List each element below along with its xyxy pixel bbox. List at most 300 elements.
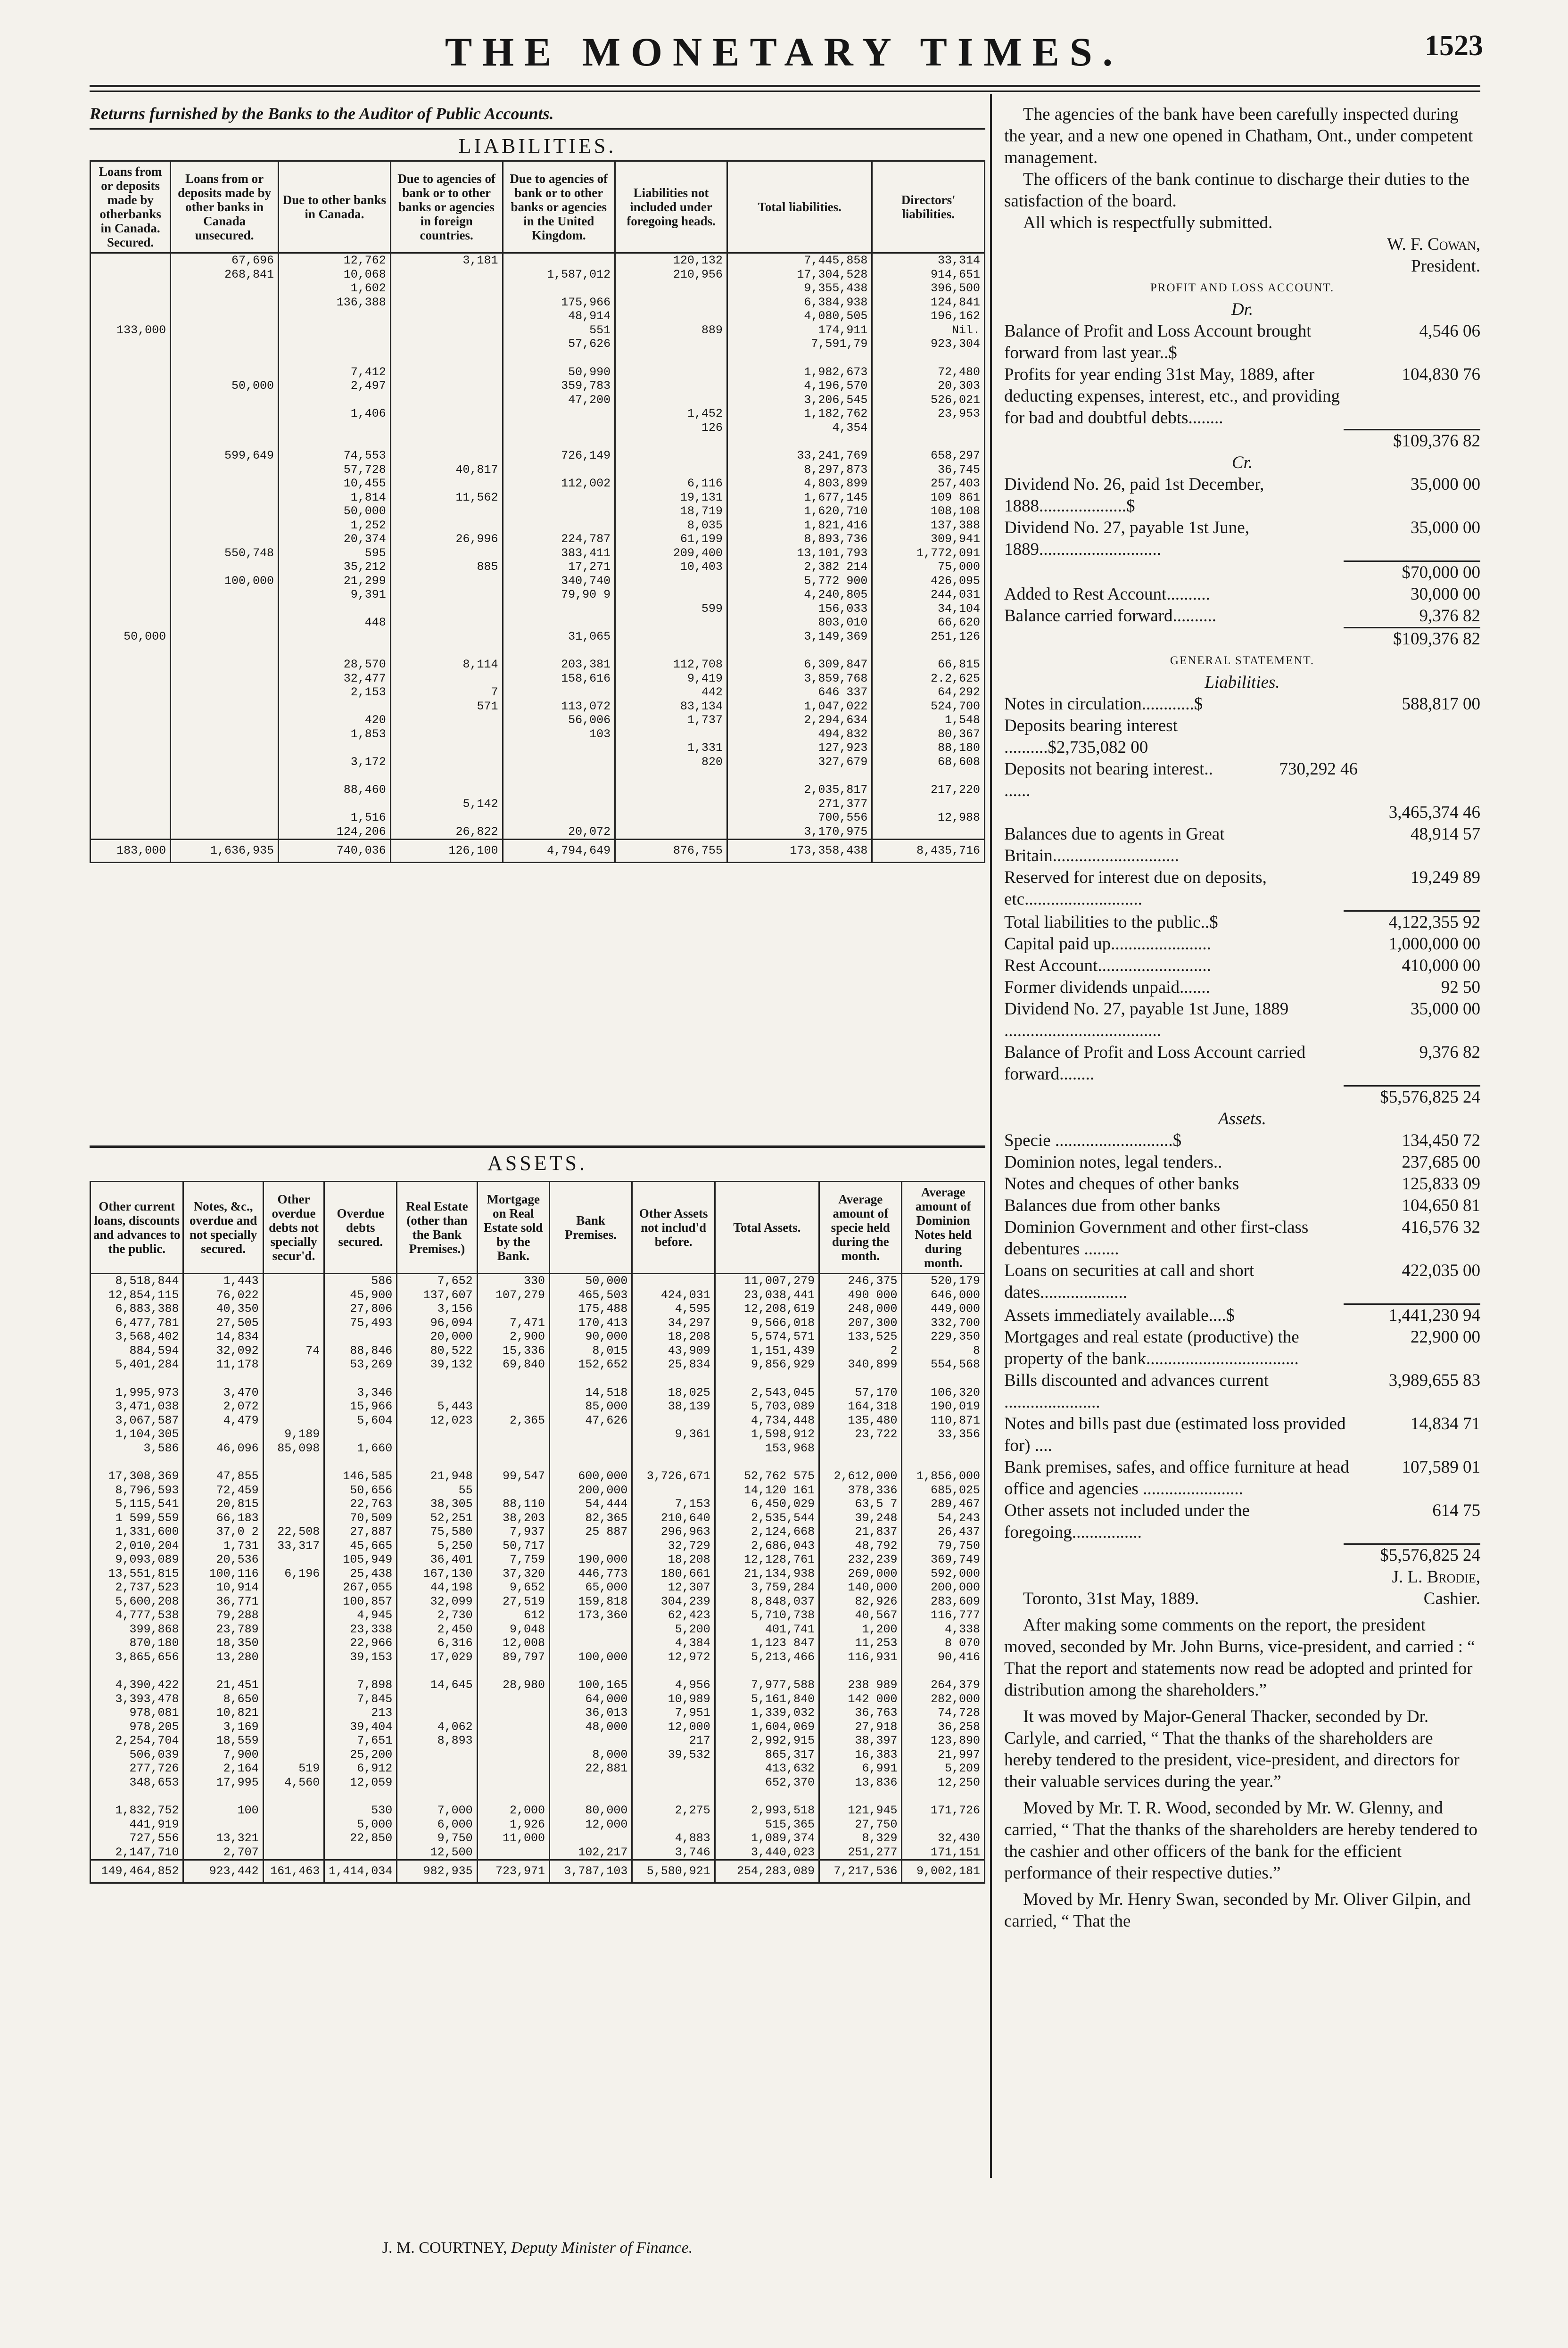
table-row <box>91 532 985 546</box>
table-cell <box>171 281 279 296</box>
pl-cr-sub-row <box>1004 562 1480 584</box>
table-cell: 9,419 <box>615 672 727 686</box>
table-cell <box>872 769 985 783</box>
table-cell <box>615 365 727 379</box>
table-cell: 2,737,523 <box>91 1581 183 1595</box>
total-cell: 982,935 <box>397 1860 477 1883</box>
table-cell: 530 <box>324 1804 397 1818</box>
table-cell: 21,134,938 <box>715 1567 819 1581</box>
table-cell <box>632 1274 715 1288</box>
table-cell: 74,553 <box>279 449 391 463</box>
table-cell <box>477 1734 549 1748</box>
column-header: Overdue debts secured. <box>324 1182 397 1274</box>
column-header: Total Assets. <box>715 1182 819 1274</box>
table-cell: 9,566,018 <box>715 1316 819 1330</box>
liability-amount <box>1358 758 1480 802</box>
table-cell <box>872 435 985 449</box>
table-cell <box>390 727 503 741</box>
table-cell: 9,189 <box>263 1427 324 1442</box>
table-row <box>91 588 985 602</box>
table-cell: 171,726 <box>902 1804 985 1818</box>
table-cell <box>91 296 171 310</box>
liability-mid-amount: 730,292 46 <box>1279 759 1358 779</box>
table-cell: 340,740 <box>503 574 615 588</box>
table-cell <box>263 1650 324 1664</box>
table-cell: 6,912 <box>324 1762 397 1776</box>
table-row <box>91 1734 985 1748</box>
table-cell: 4,595 <box>632 1302 715 1316</box>
liab-total: $5,576,825 24 <box>1380 1087 1480 1107</box>
table-cell <box>91 588 171 602</box>
liability-mid-amount <box>1216 693 1358 715</box>
table-cell <box>91 463 171 477</box>
table-cell <box>632 1442 715 1456</box>
table-cell: 10,068 <box>279 268 391 282</box>
table-cell: 50,656 <box>324 1483 397 1498</box>
table-cell: 124,841 <box>872 296 985 310</box>
table-cell <box>171 323 279 338</box>
table-cell <box>819 1789 902 1804</box>
total-cell: 4,794,649 <box>503 840 615 863</box>
table-cell: 17,304,528 <box>727 268 872 282</box>
table-cell <box>263 1372 324 1386</box>
table-cell: 196,162 <box>872 309 985 323</box>
table-cell: 3,206,545 <box>727 393 872 407</box>
table-cell: 38,305 <box>397 1497 477 1511</box>
table-cell: 885 <box>390 560 503 574</box>
table-cell <box>615 296 727 310</box>
asset-amount: 134,450 72 <box>1402 1131 1480 1150</box>
table-cell: 12,250 <box>902 1776 985 1790</box>
table-cell: 70,509 <box>324 1511 397 1525</box>
table-cell: 12,008 <box>477 1636 549 1650</box>
table-cell: 8,114 <box>390 658 503 672</box>
table-cell: 1,252 <box>279 519 391 533</box>
table-row <box>91 1664 985 1678</box>
table-cell <box>390 296 503 310</box>
table-cell: 39,248 <box>819 1511 902 1525</box>
table-cell <box>263 1692 324 1706</box>
total-cell: 1,636,935 <box>171 840 279 863</box>
table-row <box>91 1511 985 1525</box>
table-row <box>91 449 985 463</box>
table-cell <box>549 1789 632 1804</box>
table-cell <box>615 435 727 449</box>
total-row <box>91 840 985 863</box>
table-cell <box>91 1455 183 1469</box>
asset-label: Mortgages and real estate (productive) the property of the bank................................... <box>1004 1327 1299 1368</box>
table-cell <box>263 1386 324 1400</box>
table-cell <box>503 755 615 769</box>
table-cell: 66,183 <box>183 1511 263 1525</box>
table-cell: 2,993,518 <box>715 1804 819 1818</box>
table-cell: 108,108 <box>872 504 985 519</box>
table-cell: 5,574,571 <box>715 1330 819 1344</box>
table-cell: 50,000 <box>279 504 391 519</box>
table-row <box>91 685 985 700</box>
table-cell: 18,025 <box>632 1386 715 1400</box>
table-cell: 210,640 <box>632 1511 715 1525</box>
column-header: Loans from or deposits made by otherbanks in Canada. Secured. <box>91 161 171 253</box>
table-cell: 27,750 <box>819 1818 902 1832</box>
table-cell: 8,015 <box>549 1344 632 1358</box>
table-cell: 727,556 <box>91 1831 183 1845</box>
pl-dr-label: Dr. <box>1231 300 1254 319</box>
table-cell: 37,0 2 <box>183 1525 263 1539</box>
table-cell: 494,832 <box>727 727 872 741</box>
table-cell: 7,845 <box>324 1692 397 1706</box>
table-cell <box>397 1789 477 1804</box>
table-cell: 359,783 <box>503 379 615 393</box>
table-cell: 7,977,588 <box>715 1678 819 1692</box>
table-cell <box>819 1442 902 1456</box>
table-cell: 38,397 <box>819 1734 902 1748</box>
table-cell <box>279 393 391 407</box>
table-cell: 62,423 <box>632 1608 715 1623</box>
pl-debit-amount: 104,830 76 <box>1402 365 1480 384</box>
table-cell: 3,586 <box>91 1442 183 1456</box>
table-cell: 209,400 <box>615 546 727 560</box>
table-row <box>91 1608 985 1623</box>
table-cell <box>503 421 615 435</box>
table-cell: 52,762 575 <box>715 1469 819 1483</box>
table-cell: 1,104,305 <box>91 1427 183 1442</box>
liability-amount <box>1358 715 1480 758</box>
table-cell: 2,164 <box>183 1762 263 1776</box>
president-title: President. <box>1411 256 1480 276</box>
liabilities-table <box>90 160 985 863</box>
table-cell <box>91 1789 183 1804</box>
table-cell <box>91 755 171 769</box>
table-cell: 88,460 <box>279 783 391 797</box>
table-cell <box>263 1831 324 1845</box>
table-cell: 100,000 <box>171 574 279 588</box>
table-cell: 32,729 <box>632 1539 715 1553</box>
table-cell: 2,992,915 <box>715 1734 819 1748</box>
table-cell <box>632 1455 715 1469</box>
table-cell: 82,365 <box>549 1511 632 1525</box>
table-cell: 39,404 <box>324 1720 397 1734</box>
table-cell: 46,096 <box>183 1442 263 1456</box>
table-cell: 4,062 <box>397 1720 477 1734</box>
table-cell: 1,832,752 <box>91 1804 183 1818</box>
table-cell <box>390 407 503 421</box>
table-cell: 28,980 <box>477 1678 549 1692</box>
table-cell <box>390 574 503 588</box>
total-cell: 8,435,716 <box>872 840 985 863</box>
table-cell: 1,443 <box>183 1274 263 1288</box>
table-cell: 80,367 <box>872 727 985 741</box>
table-cell <box>397 1372 477 1386</box>
table-cell: 27,887 <box>324 1525 397 1539</box>
table-cell <box>171 560 279 574</box>
column-header: Other current loans, discounts and advances to the public. <box>91 1182 183 1274</box>
liability-label: Deposits not bearing interest.. ...... <box>1004 759 1213 800</box>
table-cell: 3,169 <box>183 1720 263 1734</box>
table-cell: 12,208,619 <box>715 1302 819 1316</box>
table-cell: 2,535,544 <box>715 1511 819 1525</box>
table-cell: 519 <box>263 1762 324 1776</box>
table-cell <box>91 741 171 755</box>
table-cell <box>632 1372 715 1386</box>
table-cell: 34,297 <box>632 1316 715 1330</box>
table-cell <box>390 309 503 323</box>
table-cell: 3,759,284 <box>715 1581 819 1595</box>
table-cell: 3,865,656 <box>91 1650 183 1664</box>
total-cell: 183,000 <box>91 840 171 863</box>
table-cell: 47,200 <box>503 393 615 407</box>
table-cell: 8 <box>902 1344 985 1358</box>
table-row <box>91 574 985 588</box>
table-cell <box>279 630 391 644</box>
cashier-line <box>1004 1588 1480 1610</box>
table-cell <box>390 755 503 769</box>
table-cell <box>390 449 503 463</box>
table-cell <box>279 421 391 435</box>
table-cell <box>263 1734 324 1748</box>
newspaper-title: THE MONETARY TIMES. <box>445 29 1123 74</box>
table-cell: 47,626 <box>549 1414 632 1428</box>
table-cell: 2,275 <box>632 1804 715 1818</box>
total-cell: 723,971 <box>477 1860 549 1883</box>
table-cell <box>91 713 171 727</box>
table-cell <box>477 1706 549 1720</box>
table-cell: 11,000 <box>477 1831 549 1845</box>
table-cell <box>263 1581 324 1595</box>
table-cell: 36,013 <box>549 1706 632 1720</box>
table-cell <box>397 1386 477 1400</box>
table-cell <box>477 1455 549 1469</box>
table-cell: 38,139 <box>632 1400 715 1414</box>
closing-paragraph: After making some comments on the report, the president moved, seconded by Mr. John Burns, vice-president, and carried : “ That the report and statements now read be adopted and printed for distribution among the shareholders.” <box>1004 1615 1475 1700</box>
table-cell: 38,203 <box>477 1511 549 1525</box>
table-row <box>91 337 985 351</box>
table-cell <box>263 1608 324 1623</box>
table-row <box>91 560 985 574</box>
table-cell: 44,198 <box>397 1581 477 1595</box>
table-cell <box>549 1831 632 1845</box>
table-cell: 11,562 <box>390 491 503 505</box>
table-cell: 85,000 <box>549 1400 632 1414</box>
table-cell <box>91 449 171 463</box>
table-cell: 11,178 <box>183 1358 263 1372</box>
table-cell: 2 <box>819 1344 902 1358</box>
table-cell: 865,317 <box>715 1748 819 1762</box>
pl-debit-label: Profits for year ending 31st May, 1889, after deducting expenses, interest, etc., and providing for bad and doubtful debts........ <box>1004 365 1340 428</box>
table-row <box>91 281 985 296</box>
table-cell: 4,384 <box>632 1636 715 1650</box>
returns-title: Returns furnished by the Banks to the Auditor of Public Accounts. <box>90 104 554 123</box>
table-cell: 25,200 <box>324 1748 397 1762</box>
table-cell: 36,401 <box>397 1553 477 1567</box>
table-row <box>91 825 985 840</box>
table-cell <box>171 630 279 644</box>
table-row <box>91 1748 985 1762</box>
pl-dr-total-row <box>1004 430 1480 452</box>
table-cell <box>477 1302 549 1316</box>
table-row <box>91 1414 985 1428</box>
table-cell: 8,297,873 <box>727 463 872 477</box>
table-cell <box>91 616 171 630</box>
table-cell: 4,080,505 <box>727 309 872 323</box>
asset-row <box>1004 1305 1480 1326</box>
table-row <box>91 435 985 449</box>
table-cell <box>503 811 615 825</box>
table-cell: 978,081 <box>91 1706 183 1720</box>
table-cell: 2,543,045 <box>715 1386 819 1400</box>
table-cell: 5,200 <box>632 1623 715 1637</box>
table-cell: 50,717 <box>477 1539 549 1553</box>
table-cell: 1,200 <box>819 1623 902 1637</box>
table-cell <box>632 1789 715 1804</box>
pl-debit-amount: 4,546 06 <box>1419 321 1480 341</box>
table-row <box>91 1539 985 1553</box>
table-cell <box>91 700 171 714</box>
table-cell: 1,995,973 <box>91 1386 183 1400</box>
table-cell <box>91 1372 183 1386</box>
table-cell: 3,746 <box>632 1845 715 1860</box>
table-row <box>91 630 985 644</box>
table-cell: 554,568 <box>902 1358 985 1372</box>
table-cell <box>902 1442 985 1456</box>
table-cell: 100,857 <box>324 1595 397 1609</box>
table-cell: 20,303 <box>872 379 985 393</box>
table-cell: 13,321 <box>183 1831 263 1845</box>
table-row <box>91 463 985 477</box>
table-cell <box>91 253 171 268</box>
table-cell <box>727 643 872 658</box>
table-cell: 65,000 <box>549 1581 632 1595</box>
table-row <box>91 769 985 783</box>
table-row <box>91 1372 985 1386</box>
table-cell: 40,817 <box>390 463 503 477</box>
table-cell <box>91 407 171 421</box>
table-cell: 1,587,012 <box>503 268 615 282</box>
total-cell: 254,283,089 <box>715 1860 819 1883</box>
table-cell <box>279 769 391 783</box>
table-cell <box>390 588 503 602</box>
table-cell: 15,966 <box>324 1400 397 1414</box>
table-cell <box>477 1748 549 1762</box>
total-cell: 149,464,852 <box>91 1860 183 1883</box>
table-cell <box>263 1818 324 1832</box>
table-cell: 268,841 <box>171 268 279 282</box>
table-cell: 210,956 <box>615 268 727 282</box>
table-row <box>91 1595 985 1609</box>
table-row <box>91 519 985 533</box>
table-cell: 107,279 <box>477 1288 549 1302</box>
asset-label: Dominion Government and other first-class debentures ........ <box>1004 1218 1309 1259</box>
pl-credit-amount: 30,000 00 <box>1411 585 1480 604</box>
deputy-title: Deputy Minister of Finance. <box>511 2239 693 2257</box>
table-row <box>91 323 985 338</box>
total-cell: 5,580,921 <box>632 1860 715 1883</box>
table-cell: 13,836 <box>819 1776 902 1790</box>
table-row <box>91 546 985 560</box>
table-cell: 2,000 <box>477 1804 549 1818</box>
table-cell: 33,317 <box>263 1539 324 1553</box>
table-row <box>91 1678 985 1692</box>
table-cell: 156,033 <box>727 602 872 616</box>
table-cell <box>615 727 727 741</box>
table-cell: 20,000 <box>397 1330 477 1344</box>
table-row <box>91 268 985 282</box>
liability-row <box>1004 977 1480 998</box>
table-cell <box>503 769 615 783</box>
table-row <box>91 1831 985 1845</box>
table-cell <box>397 1455 477 1469</box>
table-row <box>91 351 985 365</box>
table-cell <box>503 616 615 630</box>
table-cell: 126 <box>615 421 727 435</box>
column-header: Other Assets not includ'd before. <box>632 1182 715 1274</box>
pl-credit-amount: 9,376 82 <box>1419 606 1480 626</box>
table-cell <box>615 351 727 365</box>
table-cell <box>503 504 615 519</box>
table-cell <box>91 379 171 393</box>
table-cell <box>390 351 503 365</box>
table-cell: 127,923 <box>727 741 872 755</box>
table-cell <box>390 713 503 727</box>
table-cell <box>632 1762 715 1776</box>
table-cell: 36,763 <box>819 1706 902 1720</box>
table-cell <box>324 1330 397 1344</box>
table-cell <box>91 825 171 840</box>
table-cell: 8,893,736 <box>727 532 872 546</box>
table-cell <box>91 519 171 533</box>
table-cell <box>91 643 171 658</box>
table-cell <box>503 491 615 505</box>
table-cell: 551 <box>503 323 615 338</box>
liab-total-row <box>1004 1087 1480 1108</box>
table-cell: 2,382 214 <box>727 560 872 574</box>
table-cell: 9,391 <box>279 588 391 602</box>
table-cell: 12,988 <box>872 811 985 825</box>
liability-amount: 4,122,355 92 <box>1388 913 1480 932</box>
table-cell <box>615 811 727 825</box>
liabilities-label: Liabilities. <box>1205 673 1280 692</box>
table-cell: 23,038,441 <box>715 1288 819 1302</box>
table-cell: 3,172 <box>279 755 391 769</box>
table-cell: 3,149,369 <box>727 630 872 644</box>
closing-paragraph: Moved by Mr. Henry Swan, seconded by Mr. Oliver Gilpin, and carried, “ That the <box>1004 1890 1471 1931</box>
table-cell: 1,406 <box>279 407 391 421</box>
table-cell: 57,626 <box>503 337 615 351</box>
table-cell: 3,170,975 <box>727 825 872 840</box>
table-cell: 3,440,023 <box>715 1845 819 1860</box>
table-cell: 200,000 <box>902 1581 985 1595</box>
table-cell <box>902 1455 985 1469</box>
table-cell: 52,251 <box>397 1511 477 1525</box>
table-cell: 36,745 <box>872 463 985 477</box>
table-cell: 2,147,710 <box>91 1845 183 1860</box>
table-cell <box>615 281 727 296</box>
table-cell: 15,336 <box>477 1344 549 1358</box>
table-cell: 16,383 <box>819 1748 902 1762</box>
table-cell: 26,437 <box>902 1525 985 1539</box>
table-cell <box>615 616 727 630</box>
table-cell: 446,773 <box>549 1567 632 1581</box>
table-cell: 11,007,279 <box>715 1274 819 1288</box>
annual-report-column <box>1004 104 1480 1932</box>
table-cell: 14,834 <box>183 1330 263 1344</box>
table-cell: 48,914 <box>503 309 615 323</box>
table-cell: 700,556 <box>727 811 872 825</box>
table-cell <box>91 268 171 282</box>
table-cell <box>615 337 727 351</box>
table-cell <box>632 1776 715 1790</box>
table-cell <box>390 337 503 351</box>
